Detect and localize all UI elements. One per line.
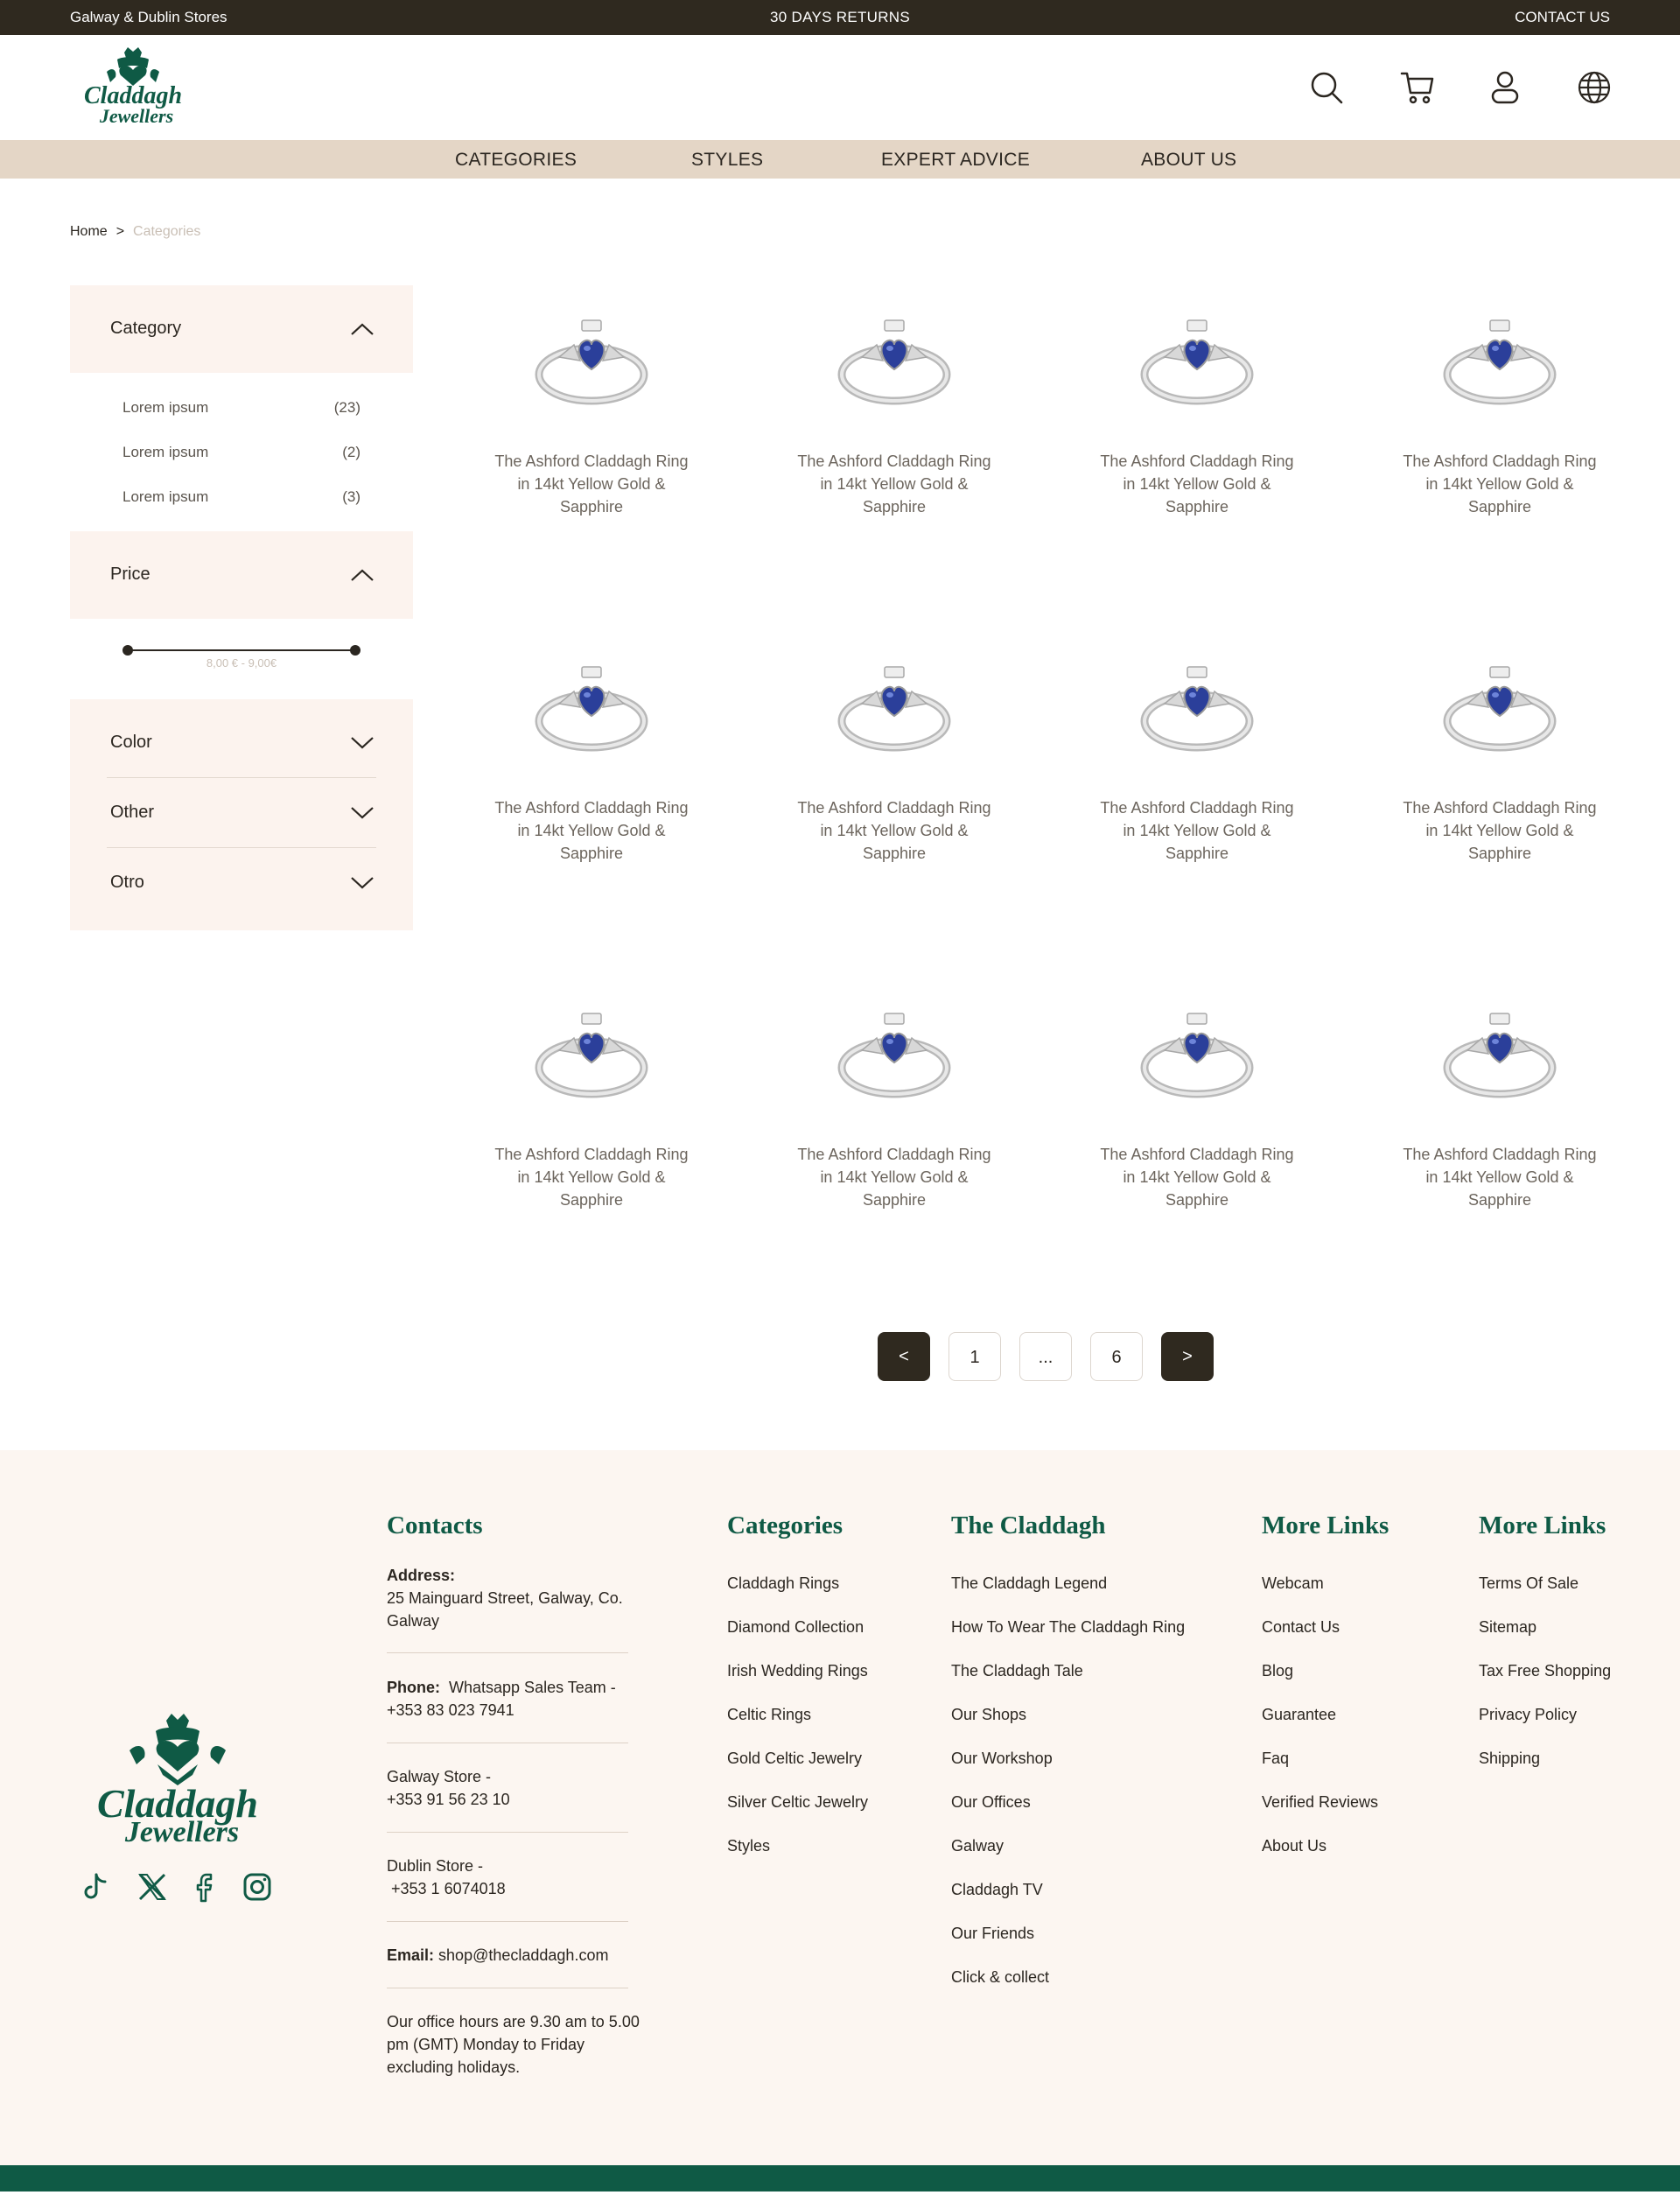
- product-card[interactable]: [789, 312, 999, 518]
- ring-image[interactable]: [526, 1005, 657, 1110]
- office-hours: Our office hours are 9.30 am to 5.00 pm (GMT) Monday to Friday excluding holidays.: [387, 2013, 640, 2076]
- footer-more-links-link[interactable]: Verified Reviews: [1262, 1793, 1379, 1811]
- footer-more-links-link[interactable]: Faq: [1262, 1750, 1290, 1767]
- price-slider-min-handle[interactable]: [122, 645, 133, 656]
- globe-icon[interactable]: [1577, 70, 1612, 105]
- product-card[interactable]: [486, 658, 696, 865]
- ring-image[interactable]: [1434, 1005, 1565, 1110]
- contact-us-link[interactable]: CONTACT US: [1515, 9, 1610, 25]
- footer-more-links-link[interactable]: About Us: [1262, 1837, 1327, 1855]
- product-card[interactable]: [1395, 658, 1605, 865]
- announcement-bar: [0, 0, 1680, 35]
- ring-image[interactable]: [829, 312, 960, 417]
- contact-email: [387, 1944, 640, 1967]
- nav-styles[interactable]: STYLES: [691, 150, 764, 170]
- footer-categories-link[interactable]: Irish Wedding Rings: [727, 1662, 868, 1680]
- footer-the-claddagh-link[interactable]: How To Wear The Claddagh Ring: [951, 1618, 1186, 1636]
- facebook-icon[interactable]: [191, 1871, 222, 1903]
- product-card[interactable]: [789, 658, 999, 865]
- footer-the-claddagh-link[interactable]: Our Workshop: [951, 1750, 1053, 1767]
- contact-divider: [387, 1921, 628, 1922]
- brand-logo[interactable]: [72, 47, 194, 128]
- x-icon[interactable]: [136, 1871, 168, 1903]
- nav-expert-advice[interactable]: EXPERT ADVICE: [881, 150, 1031, 170]
- ring-image[interactable]: [1434, 658, 1565, 763]
- product-name[interactable]: The Ashford Claddagh Ring in 14kt Yellow Gold & Sapphire: [1403, 1146, 1597, 1209]
- product-name[interactable]: The Ashford Claddagh Ring in 14kt Yellow Gold & Sapphire: [1403, 799, 1597, 862]
- ring-image[interactable]: [1131, 1005, 1263, 1110]
- footer-more-links-2-link[interactable]: Tax Free Shopping: [1479, 1662, 1612, 1680]
- color-filter-title[interactable]: Color: [110, 733, 152, 752]
- contact-divider: [387, 1832, 628, 1833]
- footer-more-links-title: More Links: [1262, 1511, 1390, 1539]
- footer-the-claddagh-link[interactable]: Our Shops: [951, 1706, 1027, 1723]
- breadcrumb: [70, 224, 200, 240]
- stores-link[interactable]: Galway & Dublin Stores: [70, 9, 228, 25]
- footer-categories-link[interactable]: Celtic Rings: [727, 1706, 812, 1723]
- footer-more-links-link[interactable]: Guarantee: [1262, 1706, 1337, 1723]
- nav-categories[interactable]: CATEGORIES: [455, 150, 578, 170]
- next-page-button[interactable]: >: [1161, 1332, 1214, 1381]
- footer-more-links-link[interactable]: Contact Us: [1262, 1618, 1340, 1636]
- footer-categories-link[interactable]: Gold Celtic Jewelry: [727, 1750, 863, 1767]
- main-nav: [0, 140, 1680, 179]
- category-item-count: (23): [333, 399, 360, 416]
- price-range-label: 8,00 € - 9,00€: [206, 656, 277, 670]
- price-filter-title: Price: [110, 565, 150, 584]
- breadcrumb-home[interactable]: Home: [70, 224, 108, 239]
- phone-label: Phone:: [387, 1679, 440, 1696]
- product-name[interactable]: The Ashford Claddagh Ring in 14kt Yellow Gold & Sapphire: [1100, 452, 1294, 515]
- footer-more-links-2-link[interactable]: Privacy Policy: [1479, 1706, 1578, 1723]
- category-item[interactable]: [122, 488, 360, 506]
- footer-categories-link[interactable]: Silver Celtic Jewelry: [727, 1793, 869, 1811]
- tiktok-icon[interactable]: [79, 1871, 110, 1903]
- category-item-label: Lorem ipsum: [122, 444, 209, 460]
- footer-brand-logo[interactable]: [77, 1714, 278, 1845]
- footer-more-links-2-title: More Links: [1479, 1511, 1606, 1539]
- email-label: Email:: [387, 1946, 435, 1964]
- footer-the-claddagh-link[interactable]: Our Offices: [951, 1793, 1031, 1811]
- product-card[interactable]: [486, 312, 696, 518]
- user-icon[interactable]: [1488, 70, 1522, 105]
- product-card[interactable]: [1092, 312, 1302, 518]
- product-name[interactable]: The Ashford Claddagh Ring in 14kt Yellow Gold & Sapphire: [1403, 452, 1597, 515]
- more-filters-panel: [70, 699, 413, 930]
- footer-the-claddagh-link[interactable]: Claddagh TV: [951, 1881, 1043, 1898]
- product-name[interactable]: The Ashford Claddagh Ring in 14kt Yellow Gold & Sapphire: [797, 1146, 991, 1209]
- product-card[interactable]: [1092, 1005, 1302, 1211]
- footer-the-claddagh-link[interactable]: Galway: [951, 1837, 1004, 1855]
- galway-store-phone[interactable]: +353 91 56 23 10: [387, 1791, 510, 1808]
- category-filter-title: Category: [110, 319, 182, 338]
- product-name[interactable]: The Ashford Claddagh Ring in 14kt Yellow Gold & Sapphire: [494, 452, 689, 515]
- footer-categories-link[interactable]: Claddagh Rings: [727, 1574, 840, 1592]
- nav-about-us[interactable]: ABOUT US: [1141, 150, 1237, 170]
- svg-text:Jewellers: Jewellers: [99, 105, 174, 127]
- other-filter-title[interactable]: Other: [110, 803, 155, 822]
- cart-icon[interactable]: [1400, 70, 1435, 105]
- footer-bottom-bar: [0, 2165, 1680, 2191]
- contact-divider: [387, 1652, 628, 1653]
- footer-more-links-link[interactable]: Blog: [1262, 1662, 1294, 1680]
- address-label: Address:: [387, 1567, 456, 1584]
- contact-galway-store: [387, 1765, 640, 1811]
- footer-more-links-link[interactable]: Webcam: [1262, 1574, 1324, 1592]
- phone-value[interactable]: Whatsapp Sales Team - +353 83 023 7941: [387, 1679, 616, 1719]
- product-name[interactable]: The Ashford Claddagh Ring in 14kt Yellow Gold & Sapphire: [797, 452, 991, 515]
- footer-the-claddagh-link[interactable]: Click & collect: [951, 1968, 1050, 1986]
- svg-text:Claddagh: Claddagh: [83, 82, 183, 109]
- price-slider-max-handle[interactable]: [350, 645, 360, 656]
- ring-image[interactable]: [829, 1005, 960, 1110]
- breadcrumb-separator: >: [116, 224, 125, 239]
- footer-categories-link[interactable]: Diamond Collection: [727, 1618, 864, 1636]
- footer-more-links-2-link[interactable]: Shipping: [1479, 1750, 1541, 1767]
- page-ellipsis: ...: [1019, 1332, 1072, 1381]
- product-card[interactable]: [1092, 658, 1302, 865]
- category-item[interactable]: [122, 399, 360, 417]
- returns-banner: 30 DAYS RETURNS: [769, 9, 911, 25]
- category-item-count: (2): [342, 444, 360, 460]
- footer-contacts-title: Contacts: [387, 1511, 483, 1539]
- filter-divider: [107, 777, 376, 778]
- galway-store-label: Galway Store -: [387, 1768, 492, 1785]
- ring-image[interactable]: [1131, 312, 1263, 417]
- footer-categories-title: Categories: [727, 1511, 844, 1539]
- product-name[interactable]: The Ashford Claddagh Ring in 14kt Yellow Gold & Sapphire: [797, 799, 991, 862]
- product-card[interactable]: [1395, 312, 1605, 518]
- product-name[interactable]: The Ashford Claddagh Ring in 14kt Yellow Gold & Sapphire: [1100, 799, 1294, 862]
- chevron-down-icon[interactable]: [350, 876, 374, 890]
- svg-text:Claddagh: Claddagh: [96, 1781, 259, 1826]
- ring-image[interactable]: [1434, 312, 1565, 417]
- otro-filter-title[interactable]: Otro: [110, 873, 144, 892]
- product-name[interactable]: The Ashford Claddagh Ring in 14kt Yellow Gold & Sapphire: [494, 1146, 689, 1209]
- footer-the-claddagh-link[interactable]: The Claddagh Tale: [951, 1662, 1083, 1680]
- product-name[interactable]: The Ashford Claddagh Ring in 14kt Yellow Gold & Sapphire: [1100, 1146, 1294, 1209]
- category-item-label: Lorem ipsum: [122, 488, 209, 505]
- footer-categories-link[interactable]: Styles: [727, 1837, 771, 1855]
- product-card[interactable]: [1395, 1005, 1605, 1211]
- contact-dublin-store: [387, 1855, 640, 1900]
- contact-phone: [387, 1676, 640, 1722]
- product-card[interactable]: [486, 1005, 696, 1211]
- svg-text:Jewellers: Jewellers: [124, 1816, 240, 1845]
- footer-more-links-2-link[interactable]: Terms Of Sale: [1479, 1574, 1579, 1592]
- product-name[interactable]: The Ashford Claddagh Ring in 14kt Yellow Gold & Sapphire: [494, 799, 689, 862]
- prev-page-button[interactable]: <: [878, 1332, 930, 1381]
- ring-image[interactable]: [829, 658, 960, 763]
- instagram-icon[interactable]: [242, 1871, 273, 1903]
- footer-more-links-2-link[interactable]: Sitemap: [1479, 1618, 1537, 1636]
- price-slider-track[interactable]: [128, 649, 355, 651]
- email-value[interactable]: shop@thecladdagh.com: [438, 1946, 609, 1964]
- ring-image[interactable]: [1131, 658, 1263, 763]
- category-item-label: Lorem ipsum: [122, 399, 209, 416]
- footer-the-claddagh-link[interactable]: The Claddagh Legend: [951, 1574, 1108, 1592]
- price-filter-header[interactable]: [70, 531, 413, 619]
- chevron-up-icon[interactable]: [350, 322, 374, 336]
- footer-the-claddagh-link[interactable]: Our Friends: [951, 1925, 1035, 1942]
- page-6-button[interactable]: 6: [1090, 1332, 1143, 1381]
- chevron-down-icon[interactable]: [350, 806, 374, 820]
- ring-image[interactable]: [526, 312, 657, 417]
- category-filter-header[interactable]: [70, 285, 413, 373]
- ring-image[interactable]: [526, 658, 657, 763]
- page-1-button[interactable]: 1: [948, 1332, 1001, 1381]
- footer-the-claddagh-title: The Claddagh: [951, 1511, 1106, 1539]
- dublin-store-phone[interactable]: +353 1 6074018: [391, 1880, 506, 1897]
- chevron-down-icon[interactable]: [350, 736, 374, 750]
- breadcrumb-current: Categories: [133, 224, 201, 239]
- filter-divider: [107, 847, 376, 848]
- search-icon[interactable]: [1309, 70, 1344, 105]
- category-item[interactable]: [122, 444, 360, 461]
- chevron-up-icon[interactable]: [350, 568, 374, 582]
- address-value: 25 Mainguard Street, Galway, Co. Galway: [387, 1589, 623, 1630]
- contact-address: [387, 1564, 640, 1632]
- category-item-count: (3): [342, 488, 360, 505]
- dublin-store-label: Dublin Store -: [387, 1857, 484, 1875]
- product-card[interactable]: [789, 1005, 999, 1211]
